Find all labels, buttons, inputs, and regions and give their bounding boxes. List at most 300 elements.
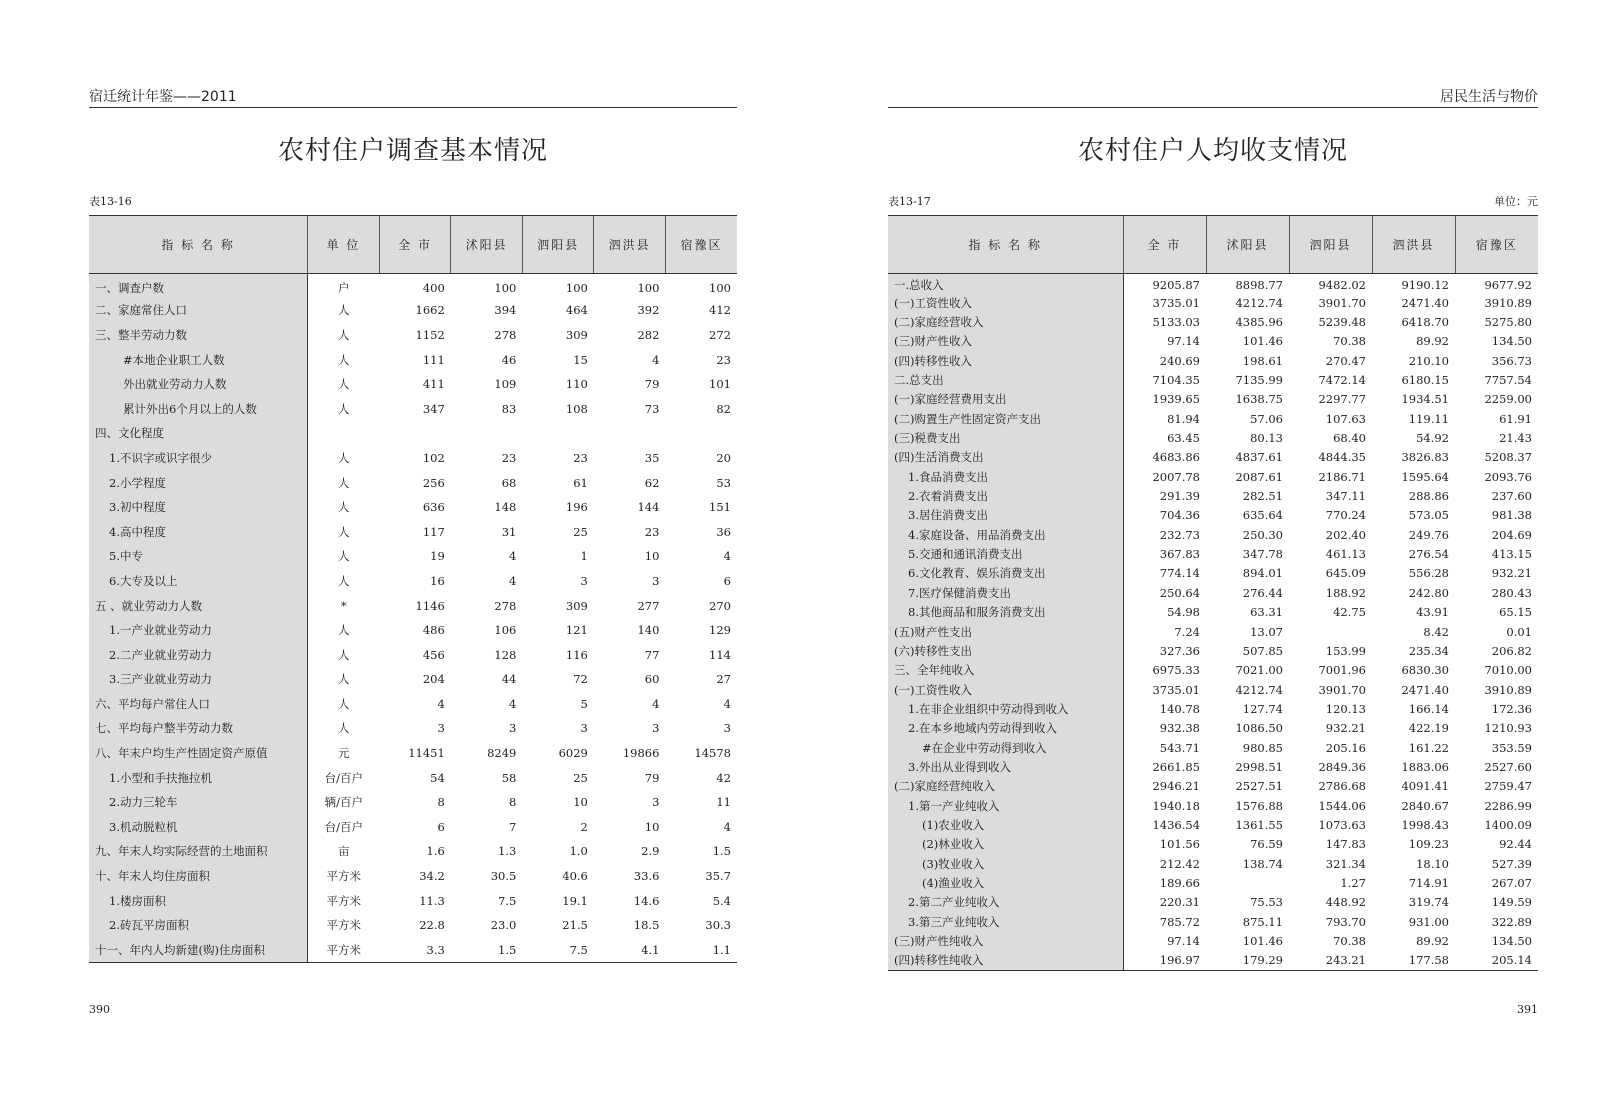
table-row — [888, 603, 1538, 622]
value-cell — [1206, 873, 1289, 892]
table-row — [89, 938, 737, 963]
row-label: 1.楼房面积 — [89, 888, 308, 913]
value-cell: 42 — [716, 770, 731, 785]
value-cell: 556.28 — [1408, 566, 1449, 581]
table-row — [888, 293, 1538, 312]
value-cell: 2093.76 — [1484, 469, 1532, 484]
value-cell: 61.91 — [1499, 411, 1532, 426]
value-cell: 635.64 — [1242, 508, 1283, 523]
value-cell: 210.10 — [1408, 353, 1449, 368]
row-label: (三)财产性纯收入 — [888, 931, 1123, 950]
row-label: 3.初中程度 — [89, 495, 308, 520]
row-label: 2.衣着消费支出 — [888, 486, 1123, 505]
value-cell: 250.64 — [1159, 585, 1200, 600]
value-cell: 89.92 — [1416, 334, 1449, 349]
row-label: (四)生活消费支出 — [888, 448, 1123, 467]
value-cell: 23.0 — [490, 918, 517, 933]
row-label: 累计外出6个月以上的人数 — [89, 396, 308, 421]
value-cell: 347.78 — [1242, 547, 1283, 562]
value-cell: 4 — [723, 549, 731, 564]
table-row — [888, 854, 1538, 873]
value-cell: 4385.96 — [1235, 315, 1283, 330]
value-cell: 3 — [580, 573, 588, 588]
table-row — [89, 593, 737, 618]
value-cell: 14578 — [694, 746, 731, 761]
value-cell: 109.23 — [1408, 837, 1449, 852]
value-cell: 288.86 — [1408, 489, 1449, 504]
unit-cell: 人 — [338, 696, 350, 711]
value-cell: 179.29 — [1206, 951, 1289, 970]
value-cell: 237.60 — [1491, 489, 1532, 504]
value-cell: 5.4 — [712, 893, 731, 908]
value-cell: 204.69 — [1491, 527, 1532, 542]
table-row — [89, 642, 737, 667]
value-cell: 4212.74 — [1235, 295, 1283, 310]
value-cell: 1595.64 — [1401, 469, 1449, 484]
value-cell: 204 — [422, 672, 445, 687]
unit-cell: 人 — [338, 500, 350, 515]
value-cell: 109 — [494, 377, 517, 392]
value-cell: 110 — [565, 377, 588, 392]
value-cell: 42.75 — [1333, 605, 1366, 620]
table-row — [888, 370, 1538, 389]
value-cell: 282.51 — [1242, 489, 1283, 504]
value-cell: 54 — [430, 770, 445, 785]
value-cell: 464 — [565, 303, 588, 318]
table-row — [888, 738, 1538, 757]
value-cell: 18.10 — [1416, 856, 1449, 871]
table-row — [89, 741, 737, 766]
value-cell: 235.34 — [1408, 643, 1449, 658]
table-row — [888, 893, 1538, 912]
value-cell: 97.14 — [1167, 334, 1200, 349]
value-cell: 22.8 — [419, 918, 445, 933]
value-cell: 7104.35 — [1152, 373, 1200, 388]
value-cell: 172.36 — [1491, 701, 1532, 716]
row-label: 五 、就业劳动力人数 — [89, 593, 308, 618]
value-cell: 282 — [637, 327, 660, 342]
table-row — [89, 372, 737, 397]
value-cell: 58 — [501, 770, 517, 785]
value-cell: 198.61 — [1242, 353, 1283, 368]
value-cell: 40.6 — [562, 869, 588, 884]
row-label: (2)林业收入 — [888, 835, 1123, 854]
value-cell: 60 — [644, 672, 660, 687]
left-page — [89, 0, 737, 1099]
value-cell: 9677.92 — [1484, 278, 1532, 292]
value-cell: 97.14 — [1167, 934, 1200, 949]
row-label: 1.一产业就业劳动力 — [89, 618, 308, 643]
row-label: (五)财产性支出 — [888, 622, 1123, 641]
value-cell: 4 — [723, 696, 731, 711]
value-cell: 7.5 — [522, 938, 594, 963]
running-head-left — [89, 86, 737, 108]
value-cell: 62 — [644, 475, 660, 490]
value-cell: 714.91 — [1408, 875, 1449, 890]
value-cell: 4 — [509, 696, 517, 711]
row-label: 一、调查户数 — [89, 274, 308, 299]
value-cell: 270.47 — [1325, 353, 1366, 368]
value-cell: 573.05 — [1408, 508, 1449, 523]
value-cell: 276.54 — [1408, 547, 1449, 562]
value-cell: 422.19 — [1408, 721, 1449, 736]
value-cell: 3910.89 — [1484, 295, 1532, 310]
unit-cell: 平方米 — [326, 918, 362, 933]
value-cell: 6830.30 — [1401, 663, 1449, 678]
table-row — [89, 347, 737, 372]
table-row — [888, 951, 1538, 970]
value-cell: 2471.40 — [1401, 682, 1449, 697]
value-cell: 189.66 — [1159, 875, 1200, 890]
table-row — [888, 680, 1538, 699]
value-cell: 4212.74 — [1235, 682, 1283, 697]
table-row — [89, 692, 737, 717]
row-label: 九、年末人均实际经营的土地面积 — [89, 839, 308, 864]
value-cell: 7.5 — [498, 893, 517, 908]
value-cell: 413.15 — [1491, 547, 1532, 562]
value-cell: 704.36 — [1159, 508, 1200, 523]
value-cell: 77 — [644, 647, 660, 662]
value-cell: 3826.83 — [1401, 450, 1449, 465]
value-cell: 2259.00 — [1484, 392, 1532, 407]
value-cell: 10 — [573, 795, 588, 810]
value-cell: 153.99 — [1325, 643, 1366, 658]
table-row — [89, 421, 737, 446]
value-cell: 101.46 — [1242, 934, 1283, 949]
unit-cell: 辆/百户 — [324, 795, 363, 810]
value-cell: 2 — [580, 819, 588, 834]
value-cell: 81.94 — [1167, 411, 1200, 426]
value-cell: 72 — [573, 672, 588, 687]
table-row — [89, 274, 737, 299]
unit-cell: 人 — [338, 327, 350, 342]
unit-cell: 人 — [338, 475, 350, 490]
table-row — [89, 544, 737, 569]
page-number-left: 390 — [89, 1003, 110, 1016]
table-row — [89, 765, 737, 790]
value-cell: 392 — [637, 303, 660, 318]
value-cell: 932.21 — [1491, 566, 1532, 581]
yearbook-title: 宿迁统计年鉴——2011 — [89, 89, 237, 105]
value-cell: 54.92 — [1416, 431, 1449, 446]
value-cell: 3 — [580, 721, 588, 736]
column-header: 指 标 名 称 — [888, 216, 1123, 274]
table-row — [888, 467, 1538, 486]
value-cell: 107.63 — [1325, 411, 1366, 426]
value-cell: 102 — [422, 450, 445, 465]
value-cell: 1.5 — [451, 938, 523, 963]
table-row — [888, 583, 1538, 602]
value-cell: 3735.01 — [1152, 682, 1200, 697]
table-row — [888, 796, 1538, 815]
value-cell: 14.6 — [633, 893, 660, 908]
value-cell: 10 — [644, 819, 660, 834]
value-cell: 196 — [565, 500, 588, 515]
value-cell — [594, 421, 666, 446]
value-cell: 111 — [422, 352, 445, 367]
unit-cell: 人 — [338, 623, 350, 638]
value-cell: 108 — [565, 401, 588, 416]
value-cell: 76.59 — [1250, 837, 1283, 852]
table-row — [888, 931, 1538, 950]
table-row — [89, 495, 737, 520]
unit-cell: 平方米 — [326, 869, 362, 884]
table-row — [888, 525, 1538, 544]
value-cell: 3910.89 — [1484, 682, 1532, 697]
table-row — [888, 332, 1538, 351]
value-cell: 2840.67 — [1401, 798, 1449, 813]
value-cell: 1.0 — [569, 844, 588, 859]
value-cell: 309 — [565, 327, 588, 342]
value-cell: 347.11 — [1325, 489, 1366, 504]
value-cell: 196.97 — [1123, 951, 1206, 970]
row-label: 2.砖瓦平房面积 — [89, 913, 308, 938]
row-label: 六、平均每户常住人口 — [89, 692, 308, 717]
value-cell: 256 — [422, 475, 445, 490]
row-label: 1.食品消费支出 — [888, 467, 1123, 486]
value-cell: 645.09 — [1325, 566, 1366, 581]
value-cell: 3 — [652, 795, 660, 810]
unit-cell: 平方米 — [308, 938, 380, 963]
table-row — [89, 446, 737, 471]
value-cell: 7021.00 — [1235, 663, 1283, 678]
value-cell: 202.40 — [1325, 527, 1366, 542]
value-cell: 6975.33 — [1152, 663, 1200, 678]
value-cell: 1361.55 — [1235, 817, 1283, 832]
row-label: 二、家庭常住人口 — [89, 298, 308, 323]
row-label: 2.动力三轮车 — [89, 790, 308, 815]
table-row — [89, 839, 737, 864]
value-cell: 240.69 — [1159, 353, 1200, 368]
row-label: (4)渔业收入 — [888, 873, 1123, 892]
row-label: (四)转移性纯收入 — [888, 951, 1123, 970]
table-row — [888, 815, 1538, 834]
row-label: 4.高中程度 — [89, 519, 308, 544]
value-cell: 11.3 — [419, 893, 445, 908]
value-cell: 80.13 — [1250, 431, 1283, 446]
table-row — [888, 757, 1538, 776]
row-label: (1)农业收入 — [888, 815, 1123, 834]
value-cell: 4844.35 — [1318, 450, 1366, 465]
unit-cell: 人 — [338, 647, 350, 662]
value-cell: 6418.70 — [1401, 315, 1449, 330]
value-cell: 30.5 — [490, 869, 517, 884]
value-cell: 1934.51 — [1401, 392, 1449, 407]
value-cell: 2786.68 — [1318, 779, 1366, 794]
value-cell: 19 — [430, 549, 445, 564]
value-cell: 242.80 — [1408, 585, 1449, 600]
value-cell: 980.85 — [1242, 740, 1283, 755]
value-cell: 4091.41 — [1401, 779, 1449, 794]
table-row — [89, 519, 737, 544]
row-label: 3.三产业就业劳动力 — [89, 667, 308, 692]
survey-basic-table — [89, 215, 737, 963]
value-cell: 5275.80 — [1484, 315, 1532, 330]
value-cell: 636 — [422, 500, 445, 515]
value-cell: 278 — [494, 327, 517, 342]
value-cell: 322.89 — [1491, 914, 1532, 929]
value-cell: 4 — [652, 696, 660, 711]
value-cell: 875.11 — [1242, 914, 1283, 929]
value-cell: 894.01 — [1242, 566, 1283, 581]
unit-cell: 亩 — [338, 844, 350, 859]
table-row — [888, 873, 1538, 892]
value-cell: 4 — [723, 819, 731, 834]
value-cell: 1883.06 — [1401, 759, 1449, 774]
value-cell: 4 — [509, 573, 517, 588]
value-cell: 9190.12 — [1401, 278, 1449, 292]
row-label: 3.居住消费支出 — [888, 506, 1123, 525]
value-cell: 53 — [716, 475, 731, 490]
value-cell: 321.34 — [1325, 856, 1366, 871]
row-label: (二)家庭经营纯收入 — [888, 777, 1123, 796]
value-cell: 1.27 — [1340, 875, 1366, 890]
value-cell: 36 — [716, 524, 731, 539]
column-header: 单 位 — [308, 216, 380, 274]
unit-cell: 人 — [338, 721, 350, 736]
value-cell: 6 — [723, 573, 731, 588]
value-cell: 34.2 — [419, 869, 445, 884]
row-label: 三、整半劳动力数 — [89, 323, 308, 348]
value-cell: 2087.61 — [1235, 469, 1283, 484]
value-cell: 347 — [422, 401, 445, 416]
value-cell: 5133.03 — [1152, 315, 1200, 330]
value-cell: 129 — [709, 623, 731, 638]
value-cell: 1.5 — [712, 844, 731, 859]
value-cell: 75.53 — [1250, 895, 1283, 910]
value-cell: 981.38 — [1491, 508, 1532, 523]
value-cell: 128 — [494, 647, 517, 662]
table-row — [89, 618, 737, 643]
table-row — [888, 641, 1538, 660]
value-cell: 8 — [437, 795, 445, 810]
value-cell: 249.76 — [1408, 527, 1449, 542]
value-cell: 4.1 — [594, 938, 666, 963]
row-label: 十、年末人均住房面积 — [89, 864, 308, 889]
value-cell: 166.14 — [1408, 701, 1449, 716]
unit-cell: 户 — [338, 280, 350, 295]
value-cell: 23 — [716, 352, 731, 367]
value-cell: 92.44 — [1499, 837, 1532, 852]
value-cell: 3 — [723, 721, 731, 736]
table-row — [89, 913, 737, 938]
value-cell: 134.50 — [1491, 334, 1532, 349]
value-cell: 7472.14 — [1318, 373, 1366, 388]
table-row — [888, 351, 1538, 370]
value-cell: 54.98 — [1167, 605, 1200, 620]
value-cell: 33.6 — [633, 869, 660, 884]
value-cell: 232.73 — [1159, 527, 1200, 542]
row-label: 7.医疗保健消费支出 — [888, 583, 1123, 602]
value-cell: 291.39 — [1159, 489, 1200, 504]
row-label: 一.总收入 — [888, 274, 1123, 294]
value-cell: 1939.65 — [1152, 392, 1200, 407]
value-cell: 106 — [494, 623, 517, 638]
unit-cell: 人 — [338, 524, 350, 539]
value-cell: 1 — [580, 549, 588, 564]
value-cell: 31 — [501, 524, 517, 539]
row-label: 八、年末户均生产性固定资产原值 — [89, 741, 308, 766]
unit-cell: 人 — [338, 401, 350, 416]
value-cell: 1544.06 — [1318, 798, 1366, 813]
value-cell — [665, 421, 737, 446]
table-row — [888, 719, 1538, 738]
unit-cell: 台/百户 — [324, 819, 363, 834]
unit-cell — [308, 421, 380, 446]
value-cell: 3 — [437, 721, 445, 736]
table-row — [888, 622, 1538, 641]
value-cell: 61 — [573, 475, 588, 490]
value-cell: 70.38 — [1333, 334, 1366, 349]
row-label: (一)工资性收入 — [888, 293, 1123, 312]
row-label: 1.小型和手扶拖拉机 — [89, 765, 308, 790]
unit-cell: 台/百户 — [324, 770, 363, 785]
value-cell: 1940.18 — [1152, 798, 1200, 813]
value-cell: 3 — [652, 721, 660, 736]
value-cell: 5208.37 — [1484, 450, 1532, 465]
value-cell: 101 — [709, 377, 731, 392]
column-header: 沭阳县 — [1206, 216, 1289, 274]
value-cell: 507.85 — [1242, 643, 1283, 658]
table-row — [888, 699, 1538, 718]
row-label: (三)税费支出 — [888, 428, 1123, 447]
right-page — [888, 0, 1538, 1099]
value-cell: 46 — [501, 352, 517, 367]
value-cell: 18.5 — [633, 918, 660, 933]
table-row — [89, 667, 737, 692]
value-cell: 140 — [637, 623, 660, 638]
column-header: 宿豫区 — [1455, 216, 1538, 274]
row-label: (三)财产性收入 — [888, 332, 1123, 351]
value-cell: 2527.51 — [1235, 779, 1283, 794]
value-cell: 161.22 — [1408, 740, 1449, 755]
value-cell: 7 — [509, 819, 517, 834]
value-cell — [1289, 622, 1372, 641]
value-cell: 6029 — [558, 746, 588, 761]
value-cell: 15 — [573, 352, 588, 367]
value-cell: 63.45 — [1167, 431, 1200, 446]
value-cell: 2471.40 — [1401, 295, 1449, 310]
value-cell: 7135.99 — [1235, 373, 1283, 388]
table-row — [89, 470, 737, 495]
column-header: 全 市 — [1123, 216, 1206, 274]
value-cell: 35 — [644, 450, 660, 465]
row-label: (二)家庭经营收入 — [888, 312, 1123, 331]
row-label: (一)工资性收入 — [888, 680, 1123, 699]
value-cell: 212.42 — [1159, 856, 1200, 871]
value-cell: 272 — [709, 327, 731, 342]
value-cell: 280.43 — [1491, 585, 1532, 600]
value-cell: 23 — [644, 524, 660, 539]
table-row — [89, 864, 737, 889]
value-cell: 57.06 — [1250, 411, 1283, 426]
row-label: 5.交通和通讯消费支出 — [888, 544, 1123, 563]
value-cell: 16 — [430, 573, 445, 588]
table-row — [89, 396, 737, 421]
table-number-left: 表13-16 — [89, 195, 132, 208]
row-label: 2.小学程度 — [89, 470, 308, 495]
running-head-right — [888, 86, 1538, 108]
value-cell: 147.83 — [1325, 837, 1366, 852]
value-cell: 412 — [709, 303, 731, 318]
table-row — [888, 777, 1538, 796]
value-cell: 448.92 — [1325, 895, 1366, 910]
value-cell: 13.07 — [1250, 624, 1283, 639]
row-label: 6.文化教育、娱乐消费支出 — [888, 564, 1123, 583]
row-label: (四)转移性收入 — [888, 351, 1123, 370]
value-cell: 267.07 — [1491, 875, 1532, 890]
value-cell: 4 — [652, 352, 660, 367]
